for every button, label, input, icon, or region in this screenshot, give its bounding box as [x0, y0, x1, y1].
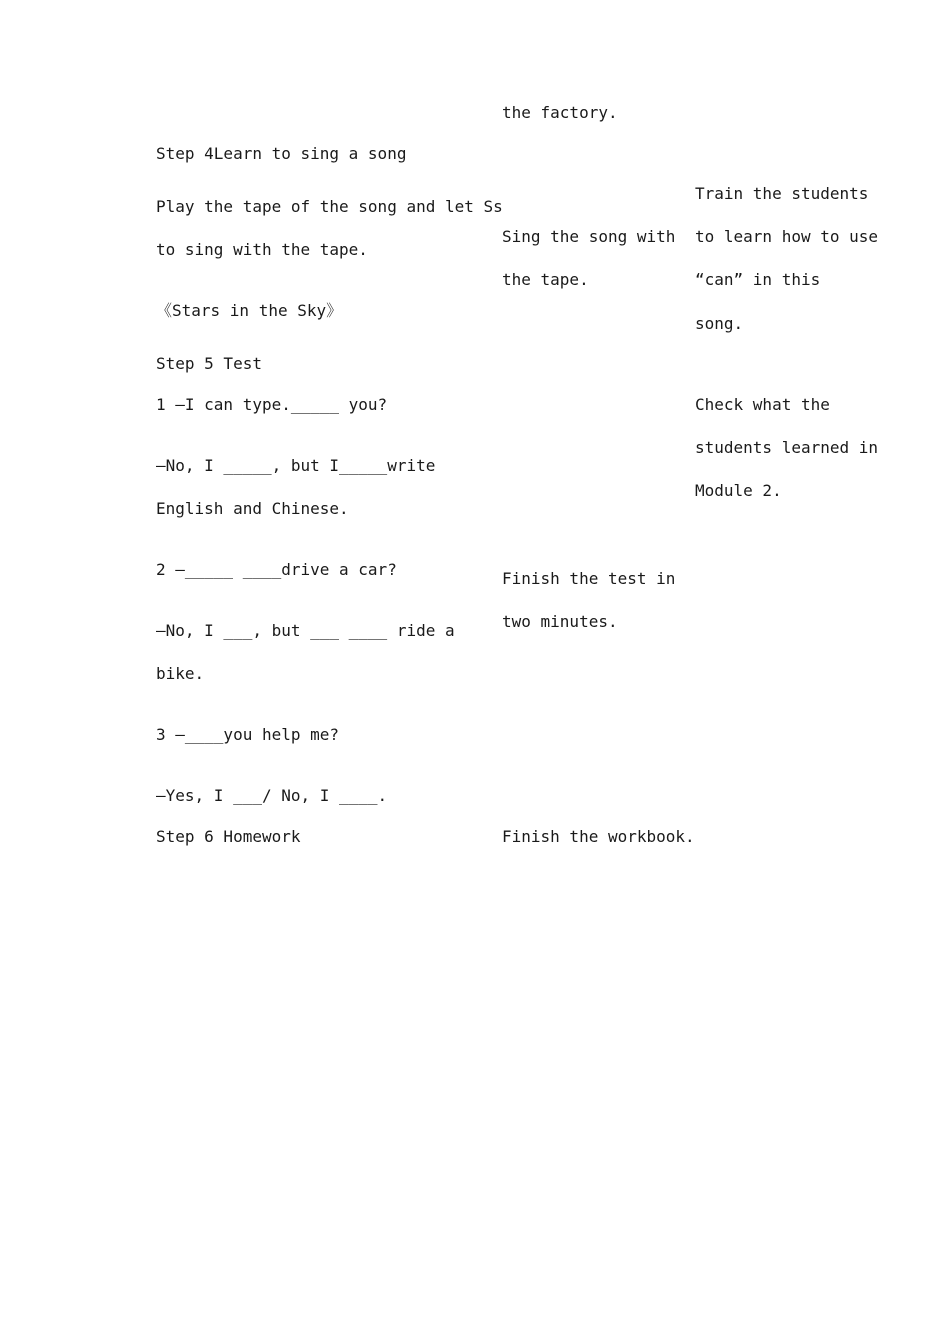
step4-play-line2: to sing with the tape.	[156, 240, 368, 259]
test-q1-line3: English and Chinese.	[156, 499, 349, 518]
step4-play-line1: Play the tape of the song and let Ss	[156, 197, 503, 216]
purpose-train-line4: song.	[695, 314, 744, 333]
step5-heading: Step 5 Test	[156, 354, 262, 373]
activity-factory-text: the factory.	[502, 103, 618, 122]
test-q2-line2: —No, I ___, but ___ ____ ride a	[156, 621, 455, 640]
test-q2-line1: 2 —_____ ____drive a car?	[156, 560, 397, 579]
activity-finish-line2: two minutes.	[502, 612, 618, 631]
activity-workbook: Finish the workbook.	[502, 827, 695, 846]
song-title: 《Stars in the Sky》	[156, 301, 343, 320]
purpose-check-line1: Check what the	[695, 395, 830, 414]
test-q3-line2: —Yes, I ___/ No, I ____.	[156, 786, 388, 805]
purpose-check-line2: students learned in	[695, 438, 879, 457]
activity-finish-line1: Finish the test in	[502, 569, 676, 588]
purpose-check-line3: Module 2.	[695, 481, 782, 500]
activity-sing-line1: Sing the song with	[502, 227, 676, 246]
test-q1-line1: 1 —I can type._____ you?	[156, 395, 388, 414]
test-q3-line1: 3 —____you help me?	[156, 725, 340, 744]
test-q2-line3: bike.	[156, 664, 205, 683]
step4-heading: Step 4Learn to sing a song	[156, 144, 407, 163]
activity-sing-line2: the tape.	[502, 270, 589, 289]
step6-heading: Step 6 Homework	[156, 827, 301, 846]
test-q1-line2: —No, I _____, but I_____write	[156, 456, 436, 475]
purpose-train-line1: Train the students	[695, 184, 869, 203]
purpose-train-line3: “can” in this	[695, 270, 821, 289]
purpose-train-line2: to learn how to use	[695, 227, 879, 246]
